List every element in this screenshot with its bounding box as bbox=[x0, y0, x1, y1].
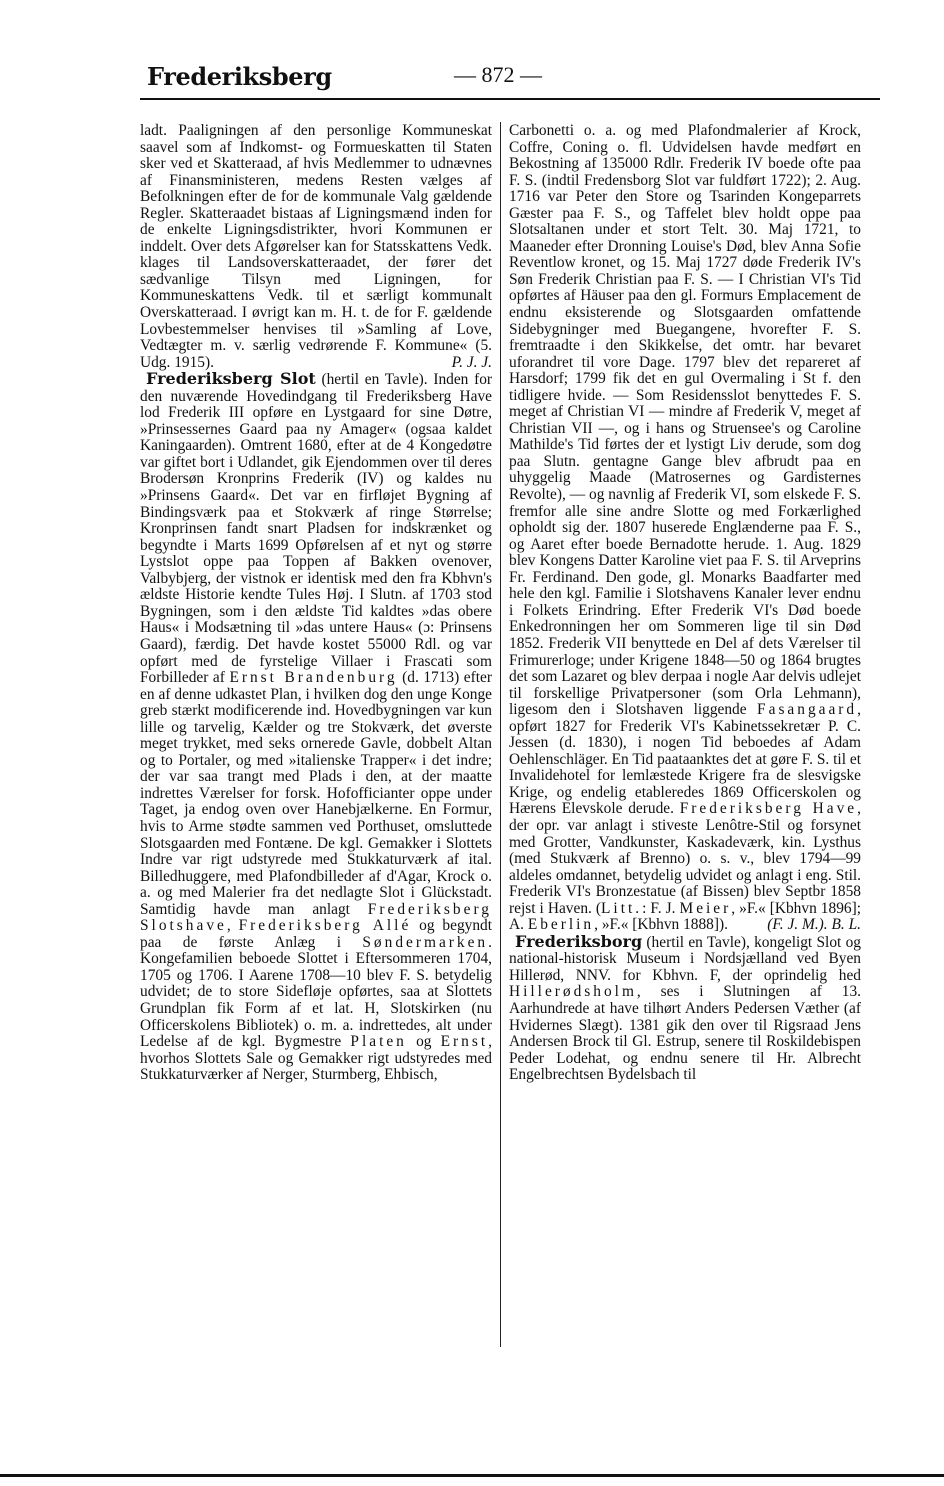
entry-frederiksborg bbox=[509, 931, 861, 1084]
left-column bbox=[140, 123, 492, 1084]
entry-text: : F. J. bbox=[642, 899, 680, 917]
entry-text: og bbox=[406, 1033, 441, 1051]
spaced-name: Ernst Brandenburg bbox=[229, 669, 398, 687]
column-divider bbox=[500, 122, 501, 1347]
spaced-name: Frederiksberg Allé bbox=[238, 917, 412, 935]
entry-text: , der opr. var anlagt i stiveste Lenôtre-Stil og forsynet med Grotter, Vandkunster, Kaskadeværk, kin. Lysthus (med Stukværk af Brenno) o. s. v., blev 1794—99 aldeles omdannet, betydelig udvidet og anlagt i eng. Stil. Frederik VI's Bronzestatue (af Bissen) blev Septbr 1858 rejst i Haven. ( bbox=[509, 800, 861, 917]
entry-headword: Frederiksborg bbox=[515, 931, 643, 951]
page-header bbox=[0, 58, 944, 102]
entry-text: (hertil en Tavle), kongeligt Slot og national-historisk Museum i Nordsjælland ved Byen Hillerød, NNV. for Kbhvn. F, der oprindelig hed bbox=[509, 933, 861, 984]
spaced-name: Meier bbox=[679, 899, 732, 917]
entry-frederiksberg-slot bbox=[140, 371, 492, 1084]
entry-text: Carbonetti o. a. og med Plafondmalerier af Krock, Coffre, Coning o. fl. Udvidelsen havde medført en Bekostning af 135000 Rdlr. Frederik IV boede ofte paa F. S. (indtil Fredensborg Slot var fuldført 1722); 2. Aug. 1716 var Peter den Store og Tsarinden Kongeparrets Gæster paa F. S., og Taffelet blev holdt oppe paa Slotsaltanen under et stort Telt. 30. Maj 1721, to Maaneder efter Dronning Louise's Død, blev Anna Sofie Reventlow kronet, og 15. Maj 1727 døde Frederik IV's Søn Frederik Christian paa F. S. — I Christian VI's Tid opførtes af Häuser paa den gl. Formurs Emplacement de endnu eksisterende og Slotsgaarden omfattende Sidebygninger med Buegangene, hvorefter F. S. fremtraadte i den Skikkelse, det omtr. har bevaret uforandret til vore Dage. 1797 blev det repareret af Harsdorf; 1799 fik det en gul Overmaling i St f. den tidligere hvide. — Som Residensslot benyttedes F. S. meget af Christian VI — mindre af Frederik V, meget af Christian VII —, og i hans og Struensee's og Caroline Mathilde's Tid førtes der et lystigt Liv derude, som dog paa Slutn. gentagne Gange blev afbrudt paa en uhyggelig Maade (Matrosernes og Gardisternes Revolte), — og navnlig af Frederik VI, som elskede F. S. fremfor alle sine andre Slotte og med Forkærlighed opholdt sig der. 1807 huserede Englænderne paa F. S., og Aaret efter boede Bernadotte herude. 1. Aug. 1829 blev Kongens Datter Karoline viet paa F. S. til Arveprins Fr. Ferdinand. Den gode, gl. Monarks Baadfarter med hele den kgl. Familie i Slotshavens Kanaler lever endnu i Folkets Erindring. Efter Frederik VI's Død boede Enkedronningen her om Sommeren lige til sin Død 1852. Frederik VII benyttede en Del af dets Værelser til Frimurerloge; under Krigene 1848—50 og 1864 brugtes det som Lazaret og blev derpaa i nogle Aar delvis udlejet til forskellige Privatpersoner (som Orla Lehmann), ligesom den i Slotshaven liggende bbox=[509, 122, 861, 719]
spaced-name: Ernst bbox=[440, 1033, 489, 1051]
entry-text: (hertil en Tavle). Inden for den nuværende Hovedindgang til Frederiksberg Have lod Frederik III opføre en Lystgaard for sine Døtre, »Prinsessernes Gaard paa ny Amager« (ogsaa kaldet Kaningaarden). Omtrent 1680, efter at de 4 Kongedøtre var giftet bort i Udlandet, gik Ejendommen over til deres Brodersøn Kronprins Frederik (IV) og kaldes nu »Prinsens Gaard«. Det var en firfløjet Bygning af Bindingsværk paa et Stokværk af ringe Størrelse; Kronprinsen fandt snart Pladsen for indskrænket og begyndte i Marts 1699 Opførelsen af et nyt og større Lystslot oppe paa Toppen af Bakken ovenover, Valbybjerg, der vistnok er identisk med den fra Kbhvn's ældste Historie kendte Tules Høj. I Slutn. af 1703 stod Bygningen, som i den ældste Tid kaldtes »das obere Haus« i Modsætning til »das untere Haus« (ɔ: Prinsens Gaard), færdig. Det havde kostet 55000 Rdl. og var opført med de fyrstelige Villaer i Frascati som Forbilleder af bbox=[140, 371, 493, 687]
entry-frederiksberg-continued bbox=[140, 123, 492, 371]
entry-frederiksberg-slot-continued bbox=[509, 123, 861, 934]
spaced-name: Frederiksberg Slotshave bbox=[140, 900, 492, 935]
entry-text: , ses i Slutningen af 13. Aarhundrede at have tilhørt Anders Pedersen Væther (af Hvidernes Slægt). 1381 gik den over til Rigsraad Jens Andersen Brock til Gl. Estrup, senere til Roskildebispen Peder Lodehat, og endnu senere til Hr. Albrecht Engelbrechtsen Bydelsbach til bbox=[509, 983, 861, 1084]
entry-text: , »F.« [Kbhvn 1896]; A. bbox=[509, 899, 861, 934]
entry-text: ladt. Paaligningen af den personlige Kommuneskat saavel som af Indkomst- og Formueskatten til Staten sker ved et Skatteraad, af hvis Medlemmer to udnævnes af Finansministeren, medens Resten vælges af Befolkningen efter de for de kommunale Valg gældende Regler. Skatteraadet bistaas af Ligningsmænd inden for de enkelte Ligningsdistrikter, hvori Kommunen er inddelt. Over dets Afgørelser kan for Statsskattens Vedk. klages til Landsoverskatteraadet, der fører det sædvanlige Tilsyn med Ligningen, for Kommuneskattens Vedk. til et særligt kommunalt Overskatteraad. I øvrigt kan m. H. t. de for F. gældende Lovbestemmelser henvises til »Samling af Love, Vedtægter m. v. særlig vedrørende F. Kommune« (5. Udg. 1915). bbox=[140, 122, 492, 371]
entry-text: og begyndt paa de første Anlæg i bbox=[140, 917, 492, 951]
right-column bbox=[509, 123, 861, 1084]
entry-text: . Kongefamilien beboede Slottet i Eftersommeren 1704, 1705 og 1706. I Aarene 1708—10 blev F. S. betydelig udvidet; de to store Sidefløje opførtes, saa at Slottets Grundplan fik Form af et lat. H, Slotskirken (nu Officerskolens Bibliotek) o. m. a. indrettedes, alt under Ledelse af de kgl. Bygmestre bbox=[140, 933, 492, 1051]
entry-headword: Frederiksberg Slot bbox=[146, 369, 316, 389]
entry-text: (d. 1713) efter en af denne udkastet Plan, i hvilken dog den unge Konge greb stærkt modificerende ind. Hovedbygningen var kun lille og tarvelig, Kælder og tre Stokværk, det øverste meget trykket, med seks ornerede Gavle, dobbelt Altan og to Portaler, og med »italienske Trapper« i det indre; der var saa trangt med Plads i den, at der maatte indrettes Værelser for forsk. Hofofficianter oppe under Taget, ja endog oven over Hanebjælkerne. En Formur, hvis to Arme stødte sammen ved Porthuset, omsluttede Slotsgaarden med Fontæne. De kgl. Gemakker i Slottets Indre var rigt udstyrede med Stukkaturværk af ital. Billedhuggere, med Plafondbilleder af d'Agar, Krock o. a. og med Malerier fra det nedlagte Slot i Glückstadt. Samtidig havde man anlagt bbox=[140, 669, 492, 918]
spaced-name: Hillerødsholm bbox=[509, 983, 637, 1001]
entry-text: , opført 1827 for Frederik VI's Kabinetssekretær P. C. Jessen (d. 1830), i nogen Tid beboedes af Adam Oehlenschläger. En Tid paataanktes det at gøre F. S. til et Invalidehotel for lemlæstede Krigere fra de slesvigske Krige, og endelig etableredes 1869 Officerskolen og Hærens Elevskole derude. bbox=[509, 701, 861, 818]
bottom-border bbox=[0, 1474, 944, 1477]
entry-text: , hvorhos Slottets Sale og Gemakker rigt udstyredes med Stukkaturværker af Nerger, Sturmberg, Ehbisch, bbox=[140, 1033, 492, 1084]
running-head: Frederiksberg bbox=[147, 62, 332, 91]
spaced-name: Platen bbox=[350, 1033, 407, 1051]
author-signature: P. J. J. bbox=[451, 353, 492, 371]
spaced-name: Eberlin bbox=[527, 916, 595, 934]
header-rule bbox=[140, 98, 880, 100]
literature-label: Litt. bbox=[601, 899, 643, 917]
spaced-name: Søndermarken bbox=[362, 933, 489, 951]
entry-text: , »F.« [Kbhvn 1888]). bbox=[594, 916, 728, 934]
page-number: — 872 — bbox=[454, 62, 542, 87]
author-signature: (F. J. M.). B. L. bbox=[767, 916, 861, 934]
spaced-name: Frederiksberg Have bbox=[679, 800, 858, 818]
entry-text: , bbox=[226, 917, 239, 935]
spaced-name: Fasangaard bbox=[757, 701, 858, 719]
